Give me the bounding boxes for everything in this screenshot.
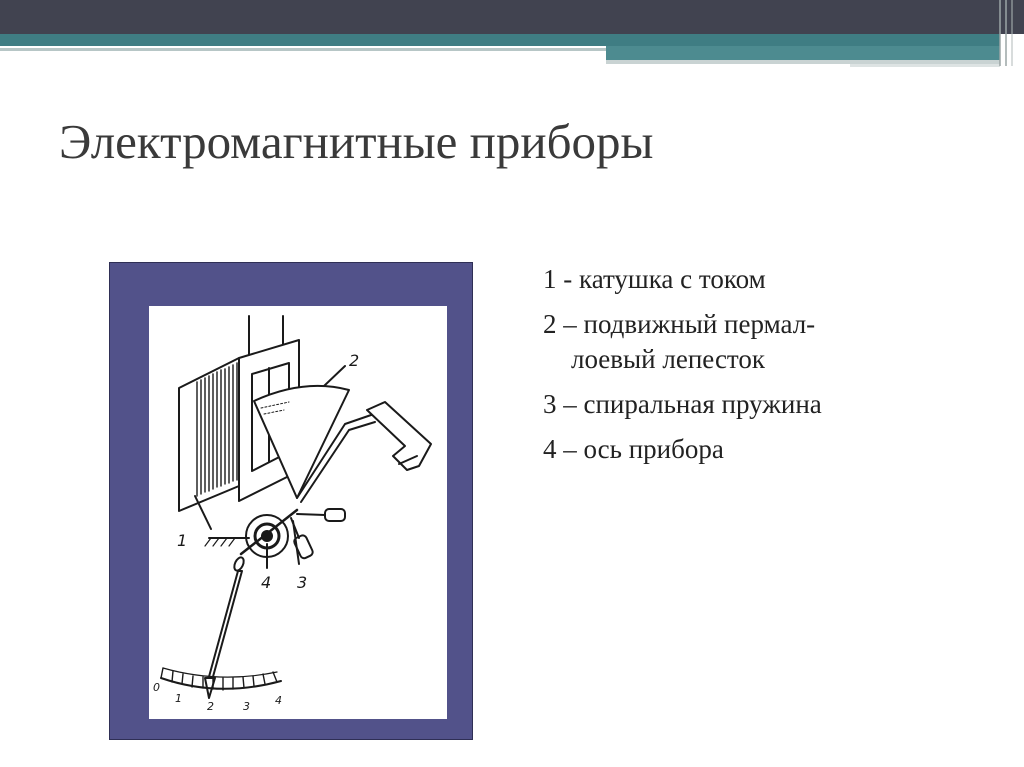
header-grey-line-short — [850, 64, 1000, 67]
slide-title: Электромагнитные приборы — [59, 114, 654, 169]
figure-frame — [109, 262, 473, 740]
scale-label-2: 2 — [207, 700, 214, 713]
figure-canvas — [149, 306, 447, 719]
damper-chamber — [367, 402, 431, 470]
callout-4: 4 — [261, 573, 272, 592]
header-teal-band-right — [606, 46, 1000, 60]
counterweight-upper — [325, 509, 345, 521]
scale-label-1: 1 — [175, 692, 182, 705]
header-grey-line — [0, 48, 606, 51]
callout-2: 2 — [349, 351, 360, 370]
legend-item-1: 1 - катушка с током — [543, 264, 766, 294]
scale-label-0: 0 — [153, 681, 160, 694]
legend-item-2-line2: лоевый лепесток — [571, 344, 765, 375]
callout-leader-2 — [324, 366, 345, 386]
scale-arc — [161, 678, 281, 689]
legend-item-2-line1: 2 – подвижный пермал- — [543, 309, 816, 340]
base-hatching — [205, 538, 235, 546]
header-end-lines — [994, 0, 1024, 70]
pointer-needle — [207, 571, 242, 684]
scale-label-4: 4 — [275, 694, 282, 707]
callout-3: 3 — [297, 573, 308, 592]
legend-list — [543, 262, 1003, 477]
electromagnetic-instrument-diagram — [149, 306, 447, 719]
header-dark-bar — [0, 0, 1024, 34]
callout-1: 1 — [177, 531, 188, 550]
header-teal-band — [0, 34, 1000, 46]
pointer-hub — [232, 556, 245, 572]
legend-item-2 — [543, 307, 1003, 377]
scale-label-3: 3 — [243, 700, 250, 713]
scale-arc-outer — [163, 668, 277, 677]
legend-item-4: 4 – ось прибора — [543, 434, 724, 465]
legend-item-3: 3 – спиральная пружина — [543, 389, 822, 420]
